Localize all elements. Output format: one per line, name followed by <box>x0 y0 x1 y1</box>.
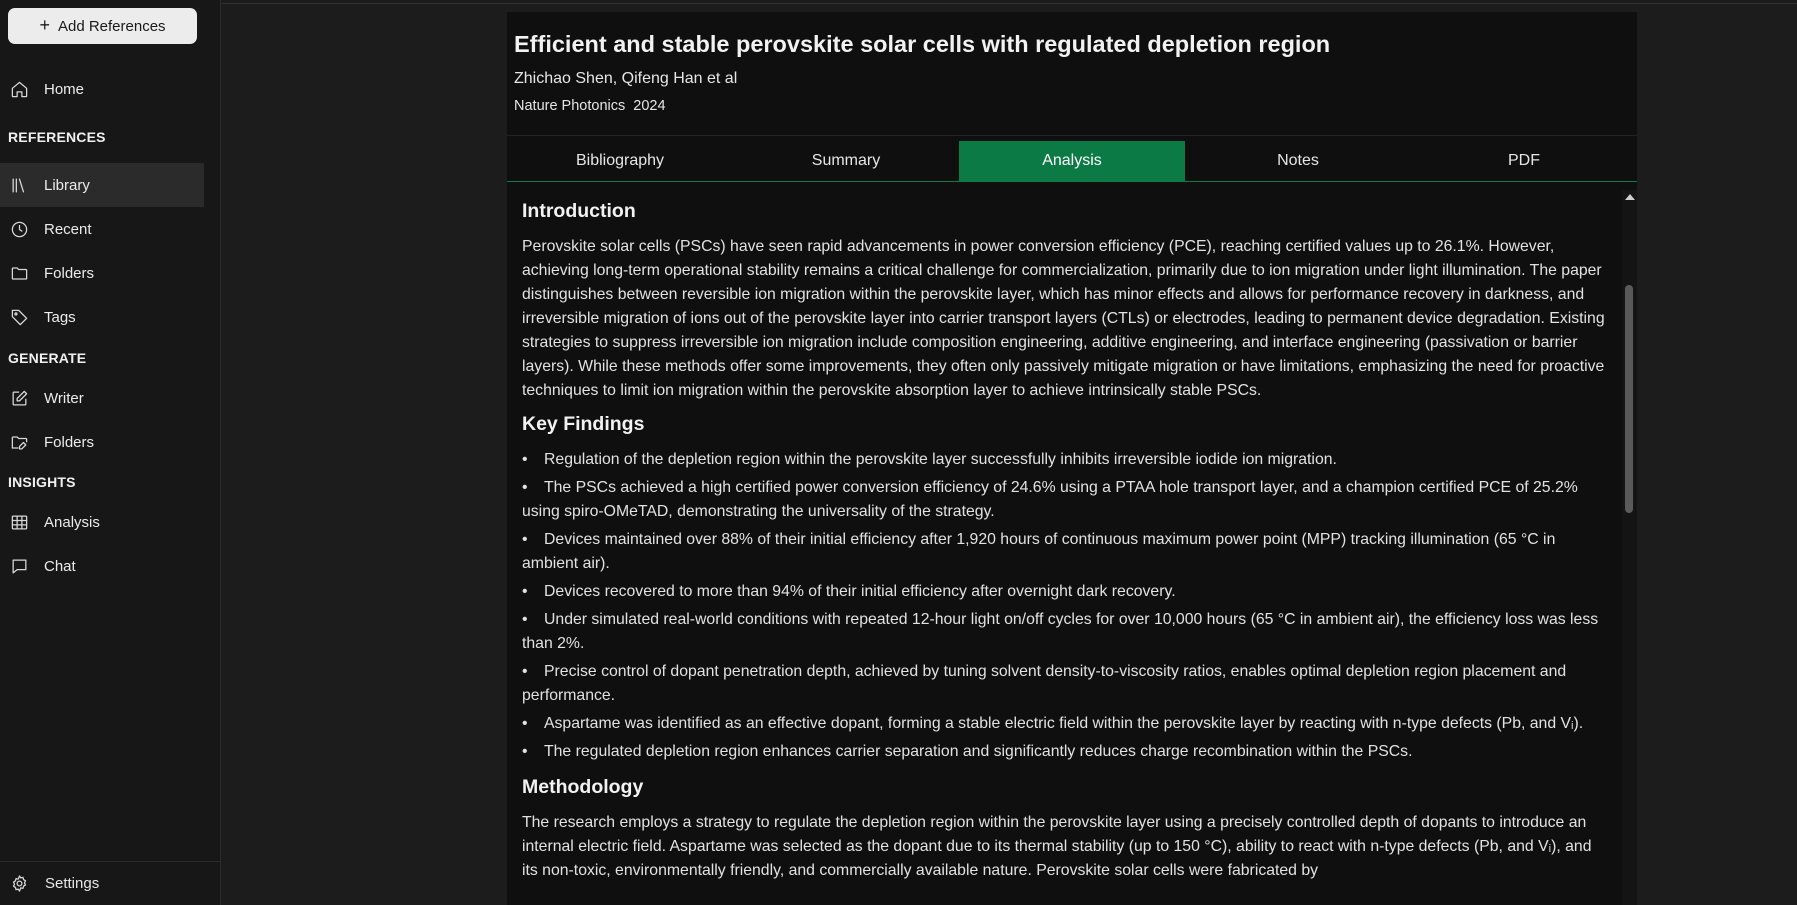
paper-header <box>507 12 1637 136</box>
library-icon <box>9 175 29 195</box>
sidebar-item-folders[interactable] <box>0 251 204 295</box>
plus-icon: + <box>39 15 50 35</box>
sidebar-item-tags[interactable] <box>0 295 204 339</box>
sidebar <box>0 0 221 905</box>
analysis-content <box>507 190 1622 905</box>
settings-label: Settings <box>45 875 100 892</box>
tag-icon <box>9 307 29 327</box>
scroll-thumb[interactable] <box>1625 285 1633 513</box>
gear-icon <box>10 874 30 894</box>
paper-venue: Nature Photonics 2024 <box>514 98 666 114</box>
list-item: • Aspartame was identified as an effective dopant, forming a stable electric field within the perovskite layer by reacting with n-type defects (Pb, and Vᵢ). <box>522 715 1584 732</box>
sidebar-item-label: Folders <box>44 433 95 451</box>
paper-authors: Zhichao Shen, Qifeng Han et al <box>514 70 738 87</box>
paper-panel <box>507 12 1637 905</box>
home-icon <box>9 79 29 99</box>
key-findings-heading: Key Findings <box>522 413 645 435</box>
sidebar-item-label: Folders <box>44 264 95 282</box>
paper-tabs <box>507 141 1637 182</box>
list-item: • Devices recovered to more than 94% of their initial efficiency after overnight dark recovery. <box>522 583 1176 600</box>
sidebar-item-generate-folders[interactable] <box>0 420 204 464</box>
chat-icon <box>9 556 29 576</box>
key-findings-list <box>522 448 1607 764</box>
pencil-square-icon <box>9 388 29 408</box>
folder-icon <box>9 263 29 283</box>
sidebar-item-chat[interactable] <box>0 544 204 588</box>
tab-analysis[interactable]: Analysis <box>959 141 1185 181</box>
sidebar-item-label: Writer <box>44 389 84 407</box>
section-label-generate: GENERATE <box>8 350 87 366</box>
sidebar-item-recent[interactable] <box>0 207 204 251</box>
tab-notes[interactable]: Notes <box>1277 152 1319 169</box>
list-item: • Precise control of dopant penetration depth, achieved by tuning solvent density-to-viscosity ratios, enables optimal depletion region placement and performance. <box>522 663 1567 704</box>
introduction-heading: Introduction <box>522 200 636 222</box>
sidebar-item-label: Home <box>44 80 85 98</box>
list-item: • The PSCs achieved a high certified power conversion efficiency of 24.6% using a PTAA hole transport layer, and a champion certified PCE of 25.2% using spiro-OMeTAD, demonstrating the universality of the strategy. <box>522 479 1578 520</box>
sidebar-item-library[interactable] <box>0 163 204 207</box>
methodology-heading: Methodology <box>522 776 644 798</box>
sidebar-item-home[interactable] <box>0 67 204 111</box>
section-label-insights: INSIGHTS <box>8 474 76 490</box>
list-item: • Devices maintained over 88% of their initial efficiency after 1,920 hours of continuous maximum power point (MPP) tracking illumination (65 °C in ambient air). <box>522 531 1556 572</box>
list-item: • Under simulated real-world conditions with repeated 12-hour light on/off cycles for over 10,000 hours (65 °C in ambient air), the efficiency loss was less than 2%. <box>522 611 1599 652</box>
tab-pdf[interactable]: PDF <box>1508 152 1540 169</box>
clock-icon <box>9 219 29 239</box>
folder-pen-icon <box>9 432 29 452</box>
sidebar-item-label: Recent <box>44 220 92 238</box>
add-references-button[interactable] <box>8 8 197 44</box>
table-icon <box>9 512 29 532</box>
settings-button[interactable] <box>0 861 221 905</box>
list-item: • The regulated depletion region enhances carrier separation and significantly reduces charge recombination within the PSCs. <box>522 743 1413 760</box>
sidebar-item-label: Tags <box>44 308 76 326</box>
section-label-references: REFERENCES <box>8 129 106 145</box>
list-item: • Regulation of the depletion region within the perovskite layer successfully inhibits irreversible iodide ion migration. <box>522 451 1337 468</box>
add-references-label: Add References <box>57 17 166 35</box>
top-divider <box>222 3 1797 4</box>
sidebar-item-label: Analysis <box>44 513 100 531</box>
methodology-text: The research employs a strategy to regulate the depletion region within the perovskite layer using a precisely controlled depth of dopants to introduce an internal electric field. Aspartame was selected as the dopant due to its thermal stability (up to 150 °C), ability to react with n-type defects (Pb, and Vᵢ), and its non-toxic, environmentally friendly, and commercially available nature. Perovskite solar cells were fabricated by <box>522 814 1592 879</box>
sidebar-item-analysis[interactable] <box>0 500 204 544</box>
introduction-text: Perovskite solar cells (PSCs) have seen rapid advancements in power conversion efficiency (PCE), reaching certified values up to 26.1%. However, achieving long-term operational stability remains a critical challenge for commercialization, primarily due to ion migration under light illumination. The paper distinguishes between reversible ion migration within the perovskite layer, which has minor effects and allows for performance recovery in darkness, and irreversible migration of ions out of the perovskite layer into carrier transport layers (CTLs) or electrodes, leading to permanent device degradation. Existing strategies to suppress irreversible ion migration include composition engineering, additive engineering, and interface engineering (passivation or barrier layers). While these methods offer some improvements, they often only passively mitigate migration or have limitations, emphasizing the need for proactive techniques to limit ion migration within the perovskite absorption layer to achieve intrinsically stable PSCs. <box>522 238 1605 399</box>
tab-bibliography[interactable]: Bibliography <box>575 152 665 169</box>
sidebar-item-writer[interactable] <box>0 376 204 420</box>
paper-title: Efficient and stable perovskite solar cells with regulated depletion region <box>514 31 1331 57</box>
sidebar-item-label: Library <box>44 176 90 194</box>
sidebar-item-label: Chat <box>44 557 76 575</box>
content-scrollbar[interactable] <box>1622 190 1637 905</box>
scroll-up-arrow-icon[interactable] <box>1625 194 1635 200</box>
tab-summary[interactable]: Summary <box>811 152 881 169</box>
